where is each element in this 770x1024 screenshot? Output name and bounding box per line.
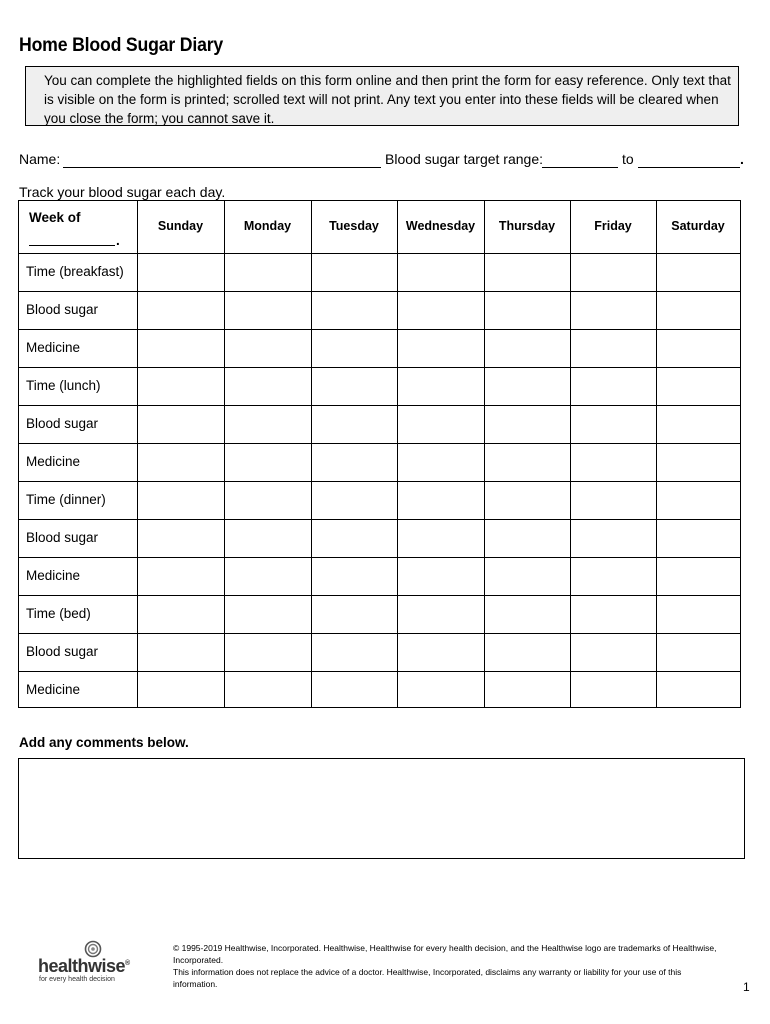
page-number: 1 (743, 980, 750, 994)
comments-label: Add any comments below. (19, 735, 189, 750)
table-cell-input[interactable] (138, 672, 223, 708)
comments-field[interactable] (18, 758, 745, 859)
table-cell-input[interactable] (312, 406, 396, 442)
table-cell-input[interactable] (225, 520, 310, 556)
table-cell-input[interactable] (312, 254, 396, 290)
table-cell-input[interactable] (657, 368, 739, 404)
row-label: Medicine (26, 340, 81, 355)
table-cell-input[interactable] (657, 444, 739, 480)
table-cell-input[interactable] (571, 482, 655, 518)
table-cell-input[interactable] (398, 482, 483, 518)
disclaimer-text: This information does not replace the advice of a doctor. Healthwise, Incorporated, disclaims any warranty or liability for your use of this information. (173, 967, 682, 989)
table-cell-input[interactable] (485, 672, 569, 708)
target-max-field[interactable] (638, 167, 740, 168)
table-cell-input[interactable] (312, 330, 396, 366)
table-cell-input[interactable] (312, 368, 396, 404)
table-cell-input[interactable] (138, 558, 223, 594)
row-label: Blood sugar (26, 302, 99, 317)
target-min-field[interactable] (542, 167, 618, 168)
table-cell-input[interactable] (225, 634, 310, 670)
track-instruction: Track your blood sugar each day. (19, 184, 226, 200)
table-cell-input[interactable] (485, 368, 569, 404)
table-cell-input[interactable] (571, 292, 655, 328)
table-cell-input[interactable] (571, 254, 655, 290)
row-label: Time (dinner) (26, 492, 106, 507)
table-cell-input[interactable] (138, 406, 223, 442)
table-cell-input[interactable] (571, 520, 655, 556)
target-range-label: Blood sugar target range: (385, 151, 543, 167)
logo-tagline: for every health decision (39, 976, 115, 983)
table-cell-input[interactable] (312, 482, 396, 518)
table-cell-input[interactable] (398, 330, 483, 366)
table-cell-input[interactable] (138, 520, 223, 556)
copyright-text: © 1995-2019 Healthwise, Incorporated. Healthwise, Healthwise for every health decision, and the Healthwise logo are trademarks of Healthwise, Incorporated. (173, 943, 717, 965)
table-cell-input[interactable] (485, 292, 569, 328)
table-cell-input[interactable] (657, 520, 739, 556)
day-header-monday: Monday (243, 219, 292, 233)
day-header-friday: Friday (594, 219, 632, 233)
table-cell-input[interactable] (138, 596, 223, 632)
table-cell-input[interactable] (571, 596, 655, 632)
table-cell-input[interactable] (398, 558, 483, 594)
table-cell-input[interactable] (225, 254, 310, 290)
table-cell-input[interactable] (657, 482, 739, 518)
row-label: Time (bed) (26, 606, 91, 621)
name-label: Name: (19, 151, 61, 167)
day-header-wednesday: Wednesday (405, 219, 476, 233)
healthwise-logo (38, 940, 148, 990)
row-label: Medicine (26, 454, 81, 469)
row-label: Medicine (26, 682, 81, 697)
table-cell-input[interactable] (657, 672, 739, 708)
table-cell-input[interactable] (138, 292, 223, 328)
table-cell-input[interactable] (657, 558, 739, 594)
table-cell-input[interactable] (312, 444, 396, 480)
form-notice-text: You can complete the highlighted fields on this form online and then print the form for easy reference. Only text that is visible on the form is printed; scrolled text will not print. Any text you enter into these fields will be cleared when you close the form; you cannot save it. (44, 73, 731, 126)
table-cell-input[interactable] (657, 596, 739, 632)
name-and-target-row (19, 151, 759, 173)
table-cell-input[interactable] (312, 292, 396, 328)
table-cell-input[interactable] (312, 520, 396, 556)
table-cell-input[interactable] (485, 558, 569, 594)
form-notice-box (25, 66, 739, 126)
day-header-thursday: Thursday (498, 219, 556, 233)
table-cell-input[interactable] (657, 292, 739, 328)
day-header-sunday: Sunday (157, 219, 204, 233)
table-cell-input[interactable] (225, 558, 310, 594)
table-cell-input[interactable] (138, 254, 223, 290)
table-cell-input[interactable] (398, 596, 483, 632)
table-cell-input[interactable] (312, 672, 396, 708)
table-cell-input[interactable] (225, 672, 310, 708)
table-cell-input[interactable] (398, 368, 483, 404)
table-cell-input[interactable] (657, 406, 739, 442)
day-header-tuesday: Tuesday (329, 219, 379, 233)
table-cell-input[interactable] (485, 254, 569, 290)
table-cell-input[interactable] (657, 330, 739, 366)
table-cell-input[interactable] (571, 368, 655, 404)
week-of-label: Week of (29, 210, 81, 225)
table-cell-input[interactable] (398, 672, 483, 708)
target-period: . (740, 151, 744, 167)
name-field[interactable] (63, 167, 381, 168)
table-cell-input[interactable] (225, 444, 310, 480)
table-cell-input[interactable] (485, 482, 569, 518)
row-label: Time (breakfast) (26, 264, 124, 279)
table-cell-input[interactable] (485, 520, 569, 556)
table-cell-input[interactable] (571, 634, 655, 670)
table-cell-input[interactable] (225, 368, 310, 404)
table-cell-input[interactable] (398, 520, 483, 556)
logo-word: healthwise® (38, 956, 130, 976)
table-cell-input[interactable] (225, 482, 310, 518)
table-cell-input[interactable] (485, 330, 569, 366)
table-cell-input[interactable] (225, 406, 310, 442)
table-cell-input[interactable] (398, 444, 483, 480)
table-cell-input[interactable] (571, 330, 655, 366)
table-cell-input[interactable] (225, 292, 310, 328)
table-cell-input[interactable] (138, 634, 223, 670)
table-cell-input[interactable] (485, 634, 569, 670)
table-cell-input[interactable] (138, 330, 223, 366)
table-cell-input[interactable] (398, 254, 483, 290)
table-cell-input[interactable] (312, 634, 396, 670)
table-cell-input[interactable] (312, 596, 396, 632)
row-label: Medicine (26, 568, 81, 583)
week-of-period: . (116, 233, 120, 248)
table-cell-input[interactable] (571, 558, 655, 594)
table-cell-input[interactable] (138, 444, 223, 480)
table-cell-input[interactable] (485, 406, 569, 442)
table-cell-input[interactable] (571, 444, 655, 480)
table-cell-input[interactable] (571, 672, 655, 708)
week-of-field[interactable] (29, 245, 115, 246)
table-cell-input[interactable] (398, 634, 483, 670)
table-cell-input[interactable] (312, 558, 396, 594)
footer-text (173, 942, 723, 990)
row-label: Blood sugar (26, 530, 99, 545)
table-cell-input[interactable] (485, 444, 569, 480)
table-cell-input[interactable] (571, 406, 655, 442)
row-label: Blood sugar (26, 416, 99, 431)
table-cell-input[interactable] (138, 368, 223, 404)
table-cell-input[interactable] (398, 406, 483, 442)
page-title: Home Blood Sugar Diary (19, 35, 224, 56)
table-cell-input[interactable] (225, 330, 310, 366)
row-label: Time (lunch) (26, 378, 101, 393)
table-cell-input[interactable] (657, 634, 739, 670)
table-cell-input[interactable] (225, 596, 310, 632)
table-cell-input[interactable] (398, 292, 483, 328)
diary-table (18, 200, 741, 708)
to-label: to (622, 151, 634, 167)
table-cell-input[interactable] (138, 482, 223, 518)
table-cell-input[interactable] (485, 596, 569, 632)
day-header-saturday: Saturday (671, 219, 725, 233)
table-cell-input[interactable] (657, 254, 739, 290)
row-label: Blood sugar (26, 644, 99, 659)
